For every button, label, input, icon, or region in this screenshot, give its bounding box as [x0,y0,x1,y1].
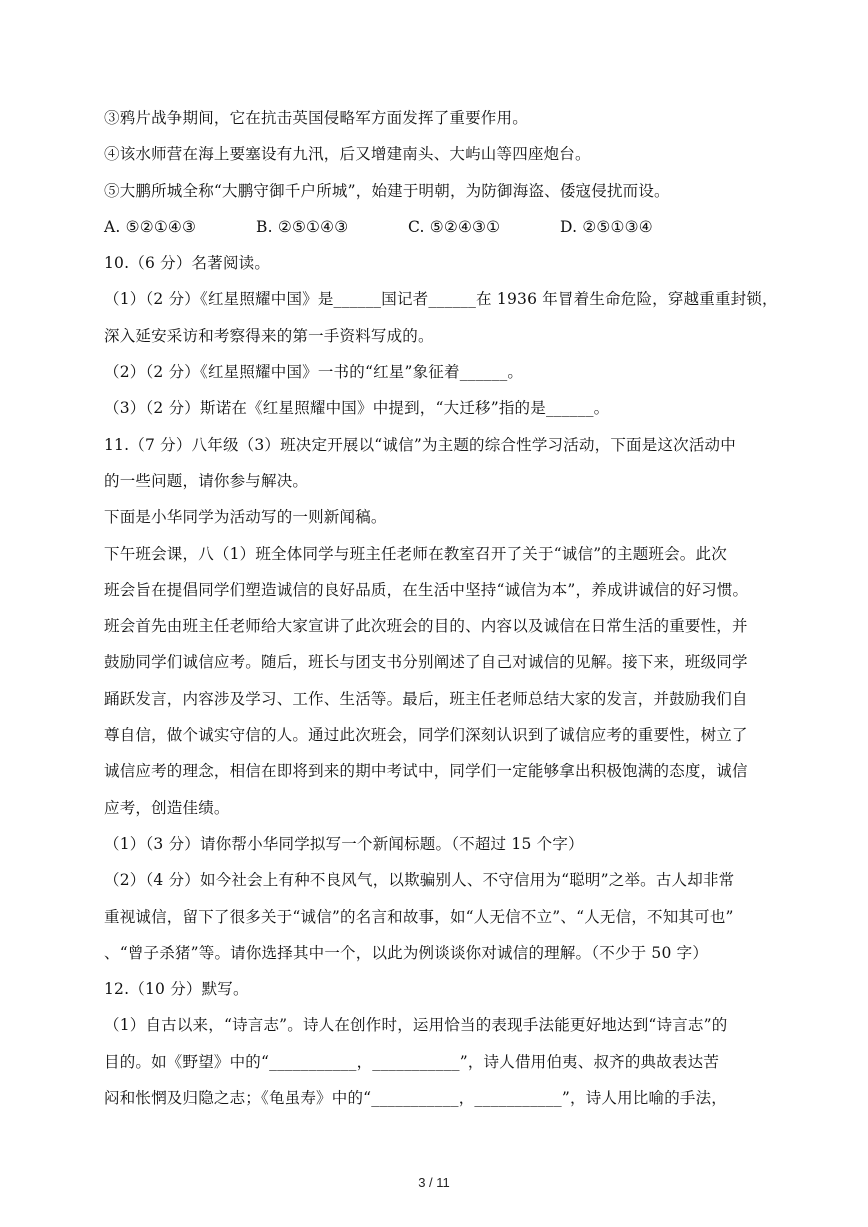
text-line: 的一些问题，请你参与解决。 [104,471,309,490]
question-heading: 10.（6 分）名著阅读。 [104,254,271,273]
text-line: 、“曾子杀猪”等。请你选择其中一个，以此为例谈谈你对诚信的理解。（不少于 50 字） [104,943,709,962]
text-line: ③鸦片战争期间，它在抗击英国侵略军方面发挥了重要作用。 [104,109,528,127]
text-line: 深入延安采访和考察得来的第一手资料写成的。 [104,326,434,345]
text-line: ⑤大鹏所城全称“大鹏守御千户所城”，始建于明朝，为防御海盗、倭寇侵扰而设。 [104,181,670,200]
text-line: 闷和怅惘及归隐之志；《龟虽寿》中的“___________，___________”，诗人用比喻的手法， [104,1089,728,1108]
text-line: （1）（3 分）请你帮小华同学拟写一个新闻标题。（不超过 15 个字） [104,834,584,853]
option-c: C. ⑤②④③① [408,217,501,236]
news-paragraph-line: 尊自信，做个诚实守信的人。通过此次班会，同学们深刻认识到了诚信应考的重要性，树立了 [104,726,748,745]
option-b: B. ②⑤①④③ [256,217,349,236]
text-line: ④该水师营在海上要塞设有九汛，后又增建南头、大屿山等四座炮台。 [104,145,591,164]
option-a: A. ⑤②①④③ [104,217,197,236]
news-paragraph-line: 诚信应考的理念，相信在即将到来的期中考试中，同学们一定能够拿出积极饱满的态度，诚信 [104,762,748,781]
text-line: （1）（2 分）《红星照耀中国》是______国记者______在 1936 年冒着生命危险，穿越重重封锁， [104,290,778,309]
text-line: 目的。如《野望》中的“___________，___________”，诗人借用伯夷、叔齐的典故表达苦 [104,1052,720,1071]
text-line: （3）（2 分）斯诺在《红星照耀中国》中提到，“大迁移”指的是______。 [104,399,610,418]
question-heading: 11.（7 分）八年级（3）班决定开展以“诚信”为主题的综合性学习活动，下面是这次活动中 [104,435,736,454]
news-paragraph-line: 应考，创造佳绩。 [104,798,230,817]
news-paragraph-line: 踊跃发言，内容涉及学习、工作、生活等。最后，班主任老师总结大家的发言，并鼓励我们自 [104,689,748,708]
text-line: 重视诚信，留下了很多关于“诚信”的名言和故事，如“人无信不立”、“人无信，不知其可也” [104,907,734,926]
option-d: D. ②⑤①③④ [560,217,653,236]
text-line: （2）（4 分）如今社会上有种不良风气，以欺骗别人、不守信用为“聪明”之举。古人却非常 [104,871,735,890]
text-line: （2）（2 分）《红星照耀中国》一书的“红星”象征着______。 [104,363,524,382]
news-paragraph-line: 鼓励同学们诚信应考。随后，班长与团支书分别阐述了自己对诚信的见解。接下来，班级同学 [104,653,748,672]
news-paragraph-line: 下午班会课，八（1）班全体同学与班主任老师在教室召开了关于“诚信”的主题班会。此次 [104,544,727,563]
answer-options [104,217,772,237]
news-paragraph-line: 班会旨在提倡同学们塑造诚信的良好品质，在生活中坚持“诚信为本”，养成讲诚信的好习惯。 [104,580,749,599]
page-number: 3 / 11 [418,1175,450,1190]
page-content [104,108,778,1108]
text-line: （1）自古以来，“诗言志”。诗人在创作时，运用恰当的表现手法能更好地达到“诗言志”的 [104,1016,728,1035]
text-line: 下面是小华同学为活动写的一则新闻稿。 [104,508,387,527]
news-paragraph-line: 班会首先由班主任老师给大家宣讲了此次班会的目的、内容以及诚信在日常生活的重要性，并 [104,617,748,636]
question-heading: 12.（10 分）默写。 [104,980,249,999]
